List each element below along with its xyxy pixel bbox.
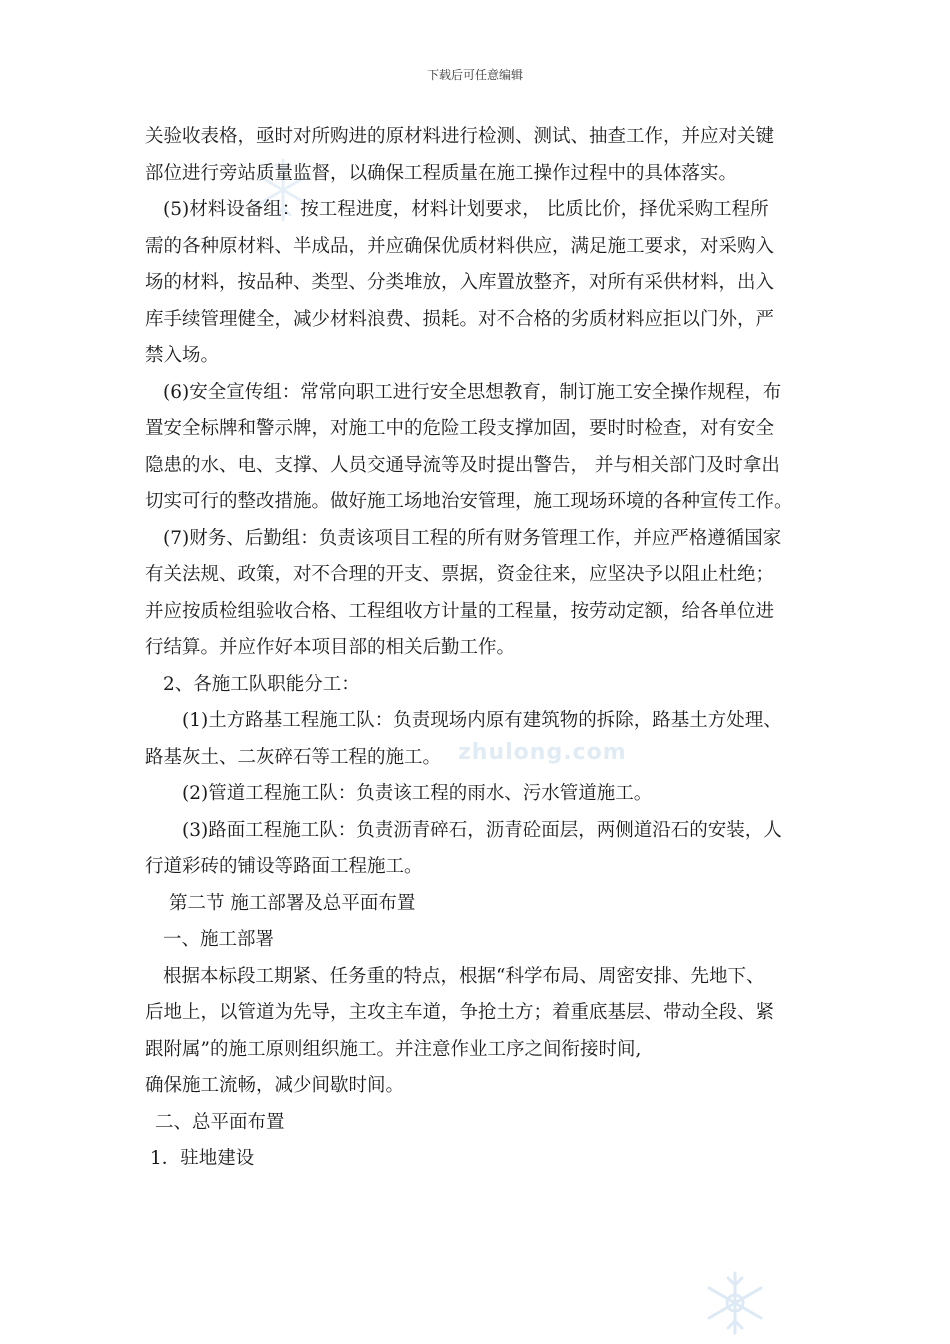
text-line: 行道彩砖的铺设等路面工程施工。 [145, 856, 423, 877]
text-line: (1)土方路基工程施工队：负责现场内原有建筑物的拆除，路基土方处理、 [182, 710, 782, 731]
text-line: 后地上，以管道为先导，主攻主车道，争抢土方；着重底基层、带动全段、紧 [145, 1002, 775, 1023]
text-line: (3)路面工程施工队：负责沥青碎石，沥青砼面层，两侧道沿石的安装，人 [182, 819, 782, 841]
text-line: (2)管道工程施工队：负责该工程的雨水、污水管道施工。 [182, 783, 653, 804]
text-line: 部位进行旁站质量监督，以确保工程质量在施工操作过程中的具体落实。 [145, 162, 738, 184]
text-line: (6)安全宣传组：常常向职工进行安全思想教育，制订施工安全操作规程，布 [163, 381, 782, 403]
section-heading: 二、总平面布置 [155, 1111, 285, 1133]
text-line: 场的材料，按品种、类型、分类堆放，入库置放整齐，对所有采供材料，出入 [145, 272, 775, 293]
page-header: 下载后可任意编辑 [426, 68, 523, 82]
text-line: 路基灰土、二灰碎石等工程的施工。 [145, 746, 442, 768]
text-line: 有关法规、政策，对不合理的开支、票据，资金往来，应坚决予以阻止杜绝； [145, 564, 775, 585]
text-line: 确保施工流畅，减少间歇时间。 [145, 1075, 405, 1096]
text-line: 行结算。并应作好本项目部的相关后勤工作。 [145, 637, 516, 658]
text-line: 并应按质检组验收合格、工程组收方计量的工程量，按劳动定额，给各单位进 [145, 600, 775, 622]
text-line: 根据本标段工期紧、任务重的特点，根据“科学布局、周密安排、先地下、 [163, 965, 765, 987]
text-line: 库手续管理健全，减少材料浪费、损耗。对不合格的劣质材料应拒以门外，严 [145, 308, 775, 330]
text-line: 置安全标牌和警示牌，对施工中的危险工段支撑加固，要时时检查，对有安全 [145, 418, 775, 439]
section-heading: 一、施工部署 [163, 929, 275, 950]
section-heading: 1．驻地建设 [150, 1148, 255, 1169]
text-line: (7)财务、后勤组：负责该项目工程的所有财务管理工作，并应严格遵循国家 [163, 527, 782, 549]
section-heading: 第二节 施工部署及总平面布置 [169, 892, 416, 914]
text-line: 隐患的水、电、支撑、人员交通导流等及时提出警告， 并与相关部门及时拿出 [145, 454, 780, 476]
text-line: 禁入场。 [145, 345, 220, 366]
text-line: 切实可行的整改措施。做好施工场地治安管理，施工现场环境的各种宣传工作。 [145, 491, 793, 512]
text-line: 关验收表格，亟时对所购进的原材料进行检测、测试、抽查工作，并应对关键 [145, 126, 775, 147]
text-line: 需的各种原材料、半成品，并应确保优质材料供应，满足施工要求，对采购入 [145, 235, 775, 257]
section-heading: 2、各施工队职能分工： [163, 673, 360, 695]
text-line: (5)材料设备组：按工程进度，材料计划要求， 比质比价，择优采购工程所 [163, 199, 769, 220]
text-line: 跟附属”的施工原则组织施工。并注意作业工序之间衔接时间, [145, 1038, 642, 1060]
snowflake-icon [700, 1268, 770, 1338]
document-body [145, 119, 810, 1178]
watermark-text: zhulong.com [458, 740, 627, 765]
